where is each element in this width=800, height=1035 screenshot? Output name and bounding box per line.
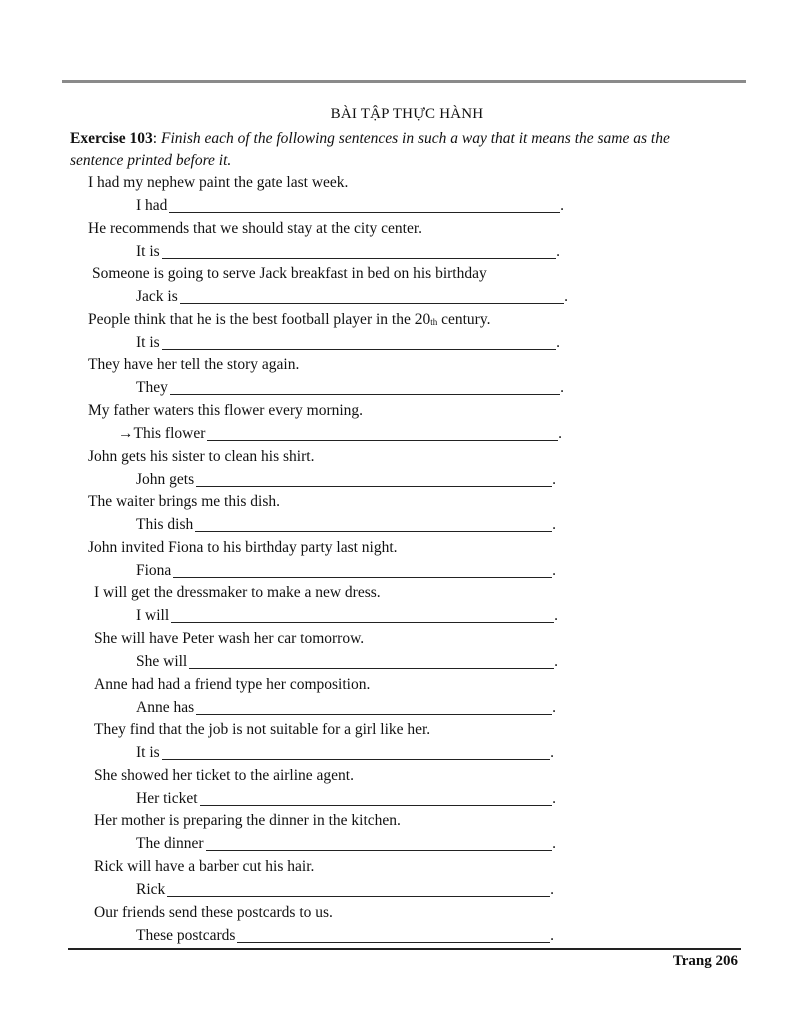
exercise-separator: : bbox=[152, 130, 161, 147]
answer-blank[interactable] bbox=[206, 834, 553, 851]
list-item bbox=[0, 354, 800, 400]
ordinal-suffix: th bbox=[430, 316, 438, 327]
exercise-list bbox=[0, 172, 800, 947]
answer-line[interactable] bbox=[136, 833, 556, 855]
original-sentence: Someone is going to serve Jack breakfast in bed on his birthday bbox=[92, 265, 487, 283]
original-sentence: Rick will have a barber cut his hair. bbox=[94, 857, 315, 875]
answer-blank[interactable] bbox=[162, 333, 556, 350]
answer-line[interactable] bbox=[136, 332, 560, 354]
end-mark: . bbox=[554, 607, 558, 625]
list-item bbox=[0, 491, 800, 537]
list-item bbox=[0, 810, 800, 856]
original-sentence: Our friends send these postcards to us. bbox=[94, 903, 333, 921]
answer-blank[interactable] bbox=[196, 470, 552, 487]
original-sentence: I will get the dressmaker to make a new dress. bbox=[94, 584, 381, 602]
answer-line[interactable] bbox=[118, 423, 562, 445]
original-sentence: Anne had had a friend type her composition. bbox=[94, 675, 371, 693]
answer-line[interactable] bbox=[136, 742, 554, 764]
answer-blank[interactable] bbox=[196, 698, 552, 715]
original-sentence: She showed her ticket to the airline agent. bbox=[94, 766, 354, 784]
list-item bbox=[0, 582, 800, 628]
original-sentence: I had my nephew paint the gate last week. bbox=[88, 174, 349, 191]
end-mark: . bbox=[564, 288, 568, 306]
end-mark: . bbox=[552, 470, 556, 488]
original-sentence: They have her tell the story again. bbox=[88, 356, 300, 374]
end-mark: . bbox=[560, 197, 564, 214]
answer-line[interactable] bbox=[136, 697, 556, 719]
original-sentence: Her mother is preparing the dinner in the kitchen. bbox=[94, 812, 401, 830]
end-mark: . bbox=[558, 424, 562, 442]
original-sentence: My father waters this flower every morning. bbox=[88, 401, 364, 419]
answer-line[interactable] bbox=[136, 925, 554, 947]
end-mark: . bbox=[552, 698, 556, 716]
original-sentence: John invited Fiona to his birthday party last night. bbox=[88, 538, 398, 556]
answer-blank[interactable] bbox=[162, 743, 550, 760]
original-sentence: She will have Peter wash her car tomorrow. bbox=[94, 629, 365, 647]
answer-blank[interactable] bbox=[200, 789, 553, 806]
answer-lead: I had bbox=[136, 197, 168, 214]
answer-lead: It is bbox=[136, 744, 160, 762]
sentence-text: People think that he is the best football player in the 20 bbox=[88, 310, 431, 328]
answer-blank[interactable] bbox=[169, 196, 560, 213]
end-mark: . bbox=[554, 652, 558, 670]
answer-blank[interactable] bbox=[237, 926, 550, 943]
answer-line[interactable] bbox=[136, 377, 564, 399]
original-sentence: John gets his sister to clean his shirt. bbox=[88, 447, 315, 465]
answer-lead: Jack is bbox=[136, 288, 178, 306]
list-item bbox=[0, 856, 800, 902]
answer-lead: She will bbox=[136, 652, 188, 670]
answer-lead: It is bbox=[136, 242, 160, 260]
end-mark: . bbox=[552, 516, 556, 534]
answer-lead: Anne has bbox=[136, 698, 195, 716]
answer-lead: Fiona bbox=[136, 561, 172, 579]
page-number: Trang 206 bbox=[672, 953, 738, 969]
answer-line[interactable] bbox=[136, 651, 558, 673]
list-item bbox=[0, 902, 800, 948]
list-item bbox=[0, 263, 800, 309]
list-item bbox=[0, 628, 800, 674]
exercise-instruction bbox=[70, 128, 720, 172]
answer-blank[interactable] bbox=[180, 287, 564, 304]
answer-blank[interactable] bbox=[173, 561, 552, 578]
answer-line[interactable] bbox=[136, 469, 556, 491]
answer-lead: This dish bbox=[136, 516, 194, 534]
answer-blank[interactable] bbox=[189, 652, 554, 669]
end-mark: . bbox=[550, 926, 554, 944]
answer-line[interactable] bbox=[136, 605, 558, 627]
list-item bbox=[0, 446, 800, 492]
end-mark: . bbox=[556, 333, 560, 351]
end-mark: . bbox=[552, 835, 556, 853]
answer-lead: It is bbox=[136, 333, 160, 351]
end-mark: . bbox=[556, 242, 560, 260]
original-sentence: He recommends that we should stay at the city center. bbox=[88, 219, 423, 237]
list-item bbox=[0, 765, 800, 811]
answer-line[interactable] bbox=[136, 560, 556, 582]
answer-line[interactable] bbox=[136, 195, 564, 217]
answer-line[interactable] bbox=[136, 241, 560, 263]
answer-lead: These postcards bbox=[136, 926, 236, 944]
answer-line[interactable] bbox=[136, 286, 568, 308]
answer-lead: Rick bbox=[136, 880, 166, 898]
answer-lead: →This flower bbox=[118, 424, 206, 442]
answer-lead: The dinner bbox=[136, 835, 204, 853]
end-mark: . bbox=[552, 789, 556, 807]
end-mark: . bbox=[552, 561, 556, 579]
answer-lead: I will bbox=[136, 607, 170, 625]
exercise-label: Exercise 103 bbox=[70, 130, 153, 147]
answer-line[interactable] bbox=[136, 879, 554, 901]
sentence-text: century. bbox=[437, 310, 491, 328]
original-sentence: They find that the job is not suitable for a girl like her. bbox=[94, 721, 431, 739]
answer-blank[interactable] bbox=[195, 515, 552, 532]
answer-blank[interactable] bbox=[162, 242, 556, 259]
answer-blank[interactable] bbox=[207, 424, 558, 441]
list-item bbox=[0, 719, 800, 765]
list-item bbox=[0, 400, 800, 446]
answer-blank[interactable] bbox=[167, 880, 550, 897]
page-title: BÀI TẬP THỰC HÀNH bbox=[330, 106, 484, 122]
list-item bbox=[0, 309, 800, 355]
answer-lead: They bbox=[136, 379, 168, 397]
answer-blank[interactable] bbox=[171, 606, 554, 623]
instruction-text: Finish each of the following sentences in such a way that it means the same as the sentence printed before it. bbox=[70, 130, 670, 169]
list-item bbox=[0, 537, 800, 583]
end-mark: . bbox=[550, 744, 554, 762]
end-mark: . bbox=[560, 379, 564, 397]
list-item bbox=[0, 674, 800, 720]
answer-line[interactable] bbox=[136, 514, 556, 536]
answer-lead: Her ticket bbox=[136, 789, 198, 807]
bottom-divider bbox=[68, 948, 741, 950]
original-sentence bbox=[88, 309, 490, 333]
list-item bbox=[0, 172, 800, 218]
answer-lead: John gets bbox=[136, 470, 195, 488]
answer-line[interactable] bbox=[136, 788, 556, 810]
original-sentence: The waiter brings me this dish. bbox=[88, 493, 280, 511]
answer-blank[interactable] bbox=[170, 378, 560, 395]
top-divider bbox=[62, 80, 746, 83]
list-item bbox=[0, 218, 800, 264]
end-mark: . bbox=[550, 880, 554, 898]
